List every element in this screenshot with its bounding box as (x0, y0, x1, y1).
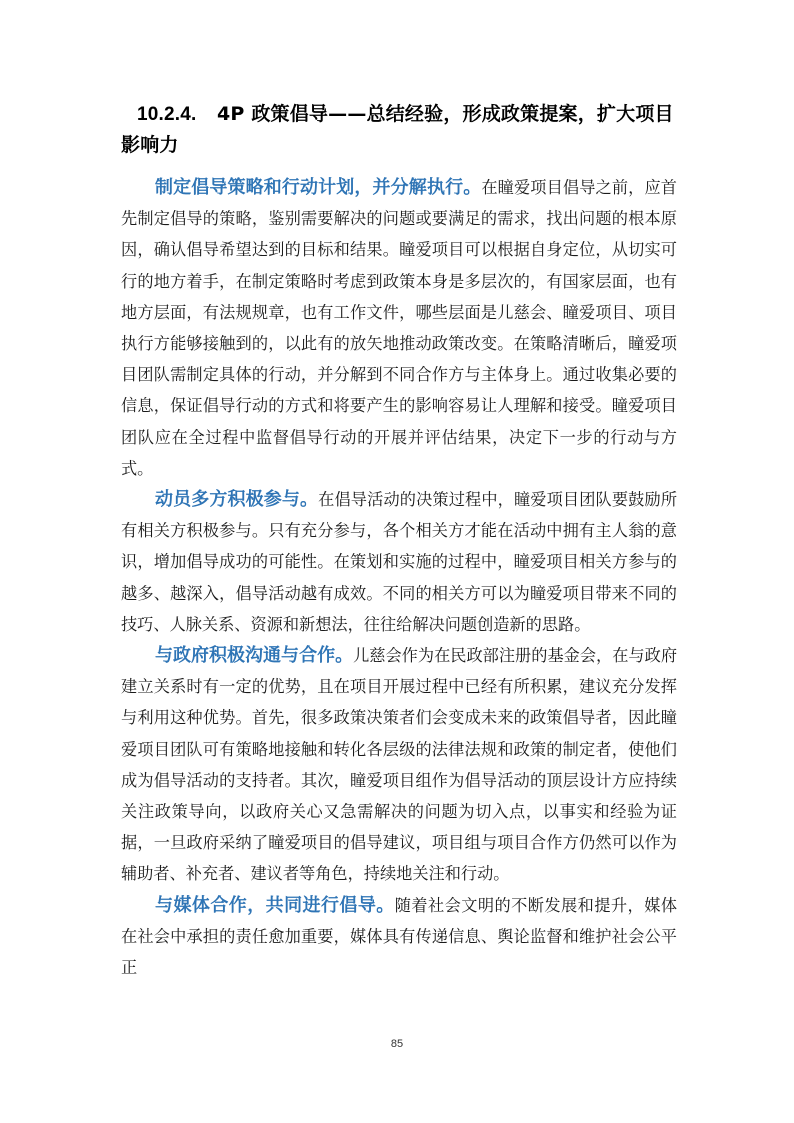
page-number: 85 (390, 1038, 404, 1050)
section-gap (197, 103, 217, 125)
paragraph-lead: 动员多方积极参与。 (155, 489, 319, 511)
paragraph-text: 在瞳爱项目倡导之前，应首先制定倡导的策略，鉴别需要解决的问题或要满足的需求，找出问题的根本原因，确认倡导希望达到的目标和结果。瞳爱项目可以根据自身定位，从切实可行的地方着手，在制定策略时考虑到政策本身是多层次的，有国家层面，也有地方层面，有法规规章，也有工作文件，哪些层面是儿慈会、瞳爱项目、项目执行方能够接触到的，以此有的放矢地推动政策改变。在策略清晰后，瞳爱项目团队需制定具体的行动，并分解到不同合作方与主体身上。通过收集必要的信息，保证倡导行动的方式和将要产生的影响容易让人理解和接受。瞳爱项目团队应在全过程中监督倡导行动的开展并评估结果，决定下一步的行动与方式。 (121, 178, 677, 478)
section-heading (121, 99, 676, 160)
paragraph-media (121, 890, 677, 984)
body-text (121, 172, 677, 983)
paragraph-strategy (121, 172, 677, 484)
paragraph-lead: 制定倡导策略和行动计划，并分解执行。 (155, 177, 482, 198)
paragraph-lead: 与媒体合作，共同进行倡导。 (155, 894, 395, 916)
paragraph-government (121, 640, 677, 890)
section-number: 10.2.4. (137, 104, 197, 125)
paragraph-text: 儿慈会作为在民政部注册的基金会，在与政府建立关系时有一定的优势，且在项目开展过程中已经有所积累，建议充分发挥与利用这种优势。首先，很多政策决策者们会变成未来的政策倡导者，因此瞳爱项目团队可有策略地接触和转化各层级的法律法规和政策的制定者，使他们成为倡导活动的支持者。其次，瞳爱项目组作为倡导活动的顶层设计方应持续关注政策导向，以政府关心又急需解决的问题为切入点，以事实和经验为证据，一旦政府采纳了瞳爱项目的倡导建议，项目组与项目合作方仍然可以作为辅助者、补充者、建议者等角色，持续地关注和行动。 (121, 646, 678, 884)
paragraph-text: 在倡导活动的决策过程中，瞳爱项目团队要鼓励所有相关方积极参与。只有充分参与，各个相关方才能在活动中拥有主人翁的意识，增加倡导成功的可能性。在策划和实施的过程中，瞳爱项目相关方参与的越多、越深入，倡导活动越有成效。不同的相关方可以为瞳爱项目带来不同的技巧、人脉关系、资源和新想法，往往给解决问题创造新的思路。 (121, 490, 678, 634)
paragraph-participation (121, 484, 677, 640)
section-title: 4P 政策倡导——总结经验，形成政策提案，扩大项目影响力 (121, 103, 674, 156)
paragraph-text: 随着社会文明的不断发展和提升，媒体在社会中承担的责任愈加重要，媒体具有传递信息、舆论监督和维护社会公平正 (121, 895, 678, 978)
paragraph-lead: 与政府积极沟通与合作。 (155, 645, 354, 667)
